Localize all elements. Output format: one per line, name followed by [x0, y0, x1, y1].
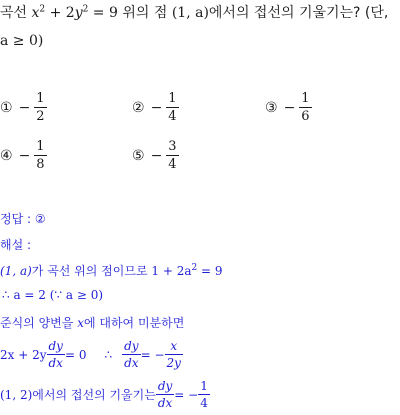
- question-condition: a ≥ 0): [0, 33, 44, 49]
- choice-fraction: $\frac{1}{2}$: [36, 91, 45, 124]
- solution-line-5: [0, 380, 210, 409]
- choice-fraction: $\frac{1}{6}$: [301, 91, 310, 124]
- line1-point: (1, a): [0, 264, 32, 278]
- choice-4[interactable]: [0, 140, 47, 171]
- line5-eq: = −: [174, 387, 199, 402]
- line5-dydx: $\frac{dy}{dx}$: [157, 379, 173, 410]
- eq-end: = 9: [88, 5, 118, 21]
- eq-mid: + 2: [45, 5, 75, 21]
- choice-mark: ②: [132, 99, 145, 116]
- choice-sign: −: [150, 99, 163, 116]
- choice-sign: −: [283, 99, 296, 116]
- choice-2[interactable]: [132, 92, 179, 123]
- line5-text: 에서의 접선의 기울기는: [32, 388, 156, 402]
- line1-eq-end: = 9: [197, 264, 223, 278]
- choice-fraction: $\frac{1}{8}$: [36, 139, 45, 172]
- choice-fraction: $\frac{1}{4}$: [168, 91, 177, 124]
- eq-x: x: [31, 5, 40, 21]
- choice-mark: ①: [0, 99, 13, 116]
- choice-5[interactable]: [132, 140, 179, 171]
- choice-mark: ③: [265, 99, 278, 116]
- therefore-symbol: ∴: [104, 347, 113, 362]
- solution-line-2: ∴ a = 2 (∵ a ≥ 0): [2, 288, 104, 302]
- choice-mark: ④: [0, 147, 13, 164]
- line5-point: (1, 2): [0, 387, 33, 402]
- question-text1: 위의 점: [117, 5, 172, 21]
- question-point: (1, a): [171, 5, 209, 21]
- question-text: 곡선 $x^2 + 2y^2 = 9$ 위의 점 (1, a)에서의 접선의 기울기는? (단,: [0, 4, 389, 21]
- solution-line-4: [0, 340, 183, 369]
- line4-rhs-dydx: $\frac{dy}{dx}$: [124, 339, 139, 370]
- choice-fraction: $\frac{3}{4}$: [168, 139, 177, 172]
- choice-sign: −: [150, 147, 163, 164]
- solution-line-3: [0, 314, 184, 331]
- solution-line-1: (1, a)가 곡선 위의 점이므로 $1 + 2a^2 = 9$: [0, 263, 223, 278]
- choice-sign: −: [18, 99, 31, 116]
- line1-eq: 1 + 2a: [151, 264, 192, 278]
- line4-left: 2x + 2y: [0, 347, 47, 362]
- line4-dydx: $\frac{dy}{dx}$: [48, 339, 63, 370]
- question-prefix: 곡선: [0, 5, 32, 21]
- choice-sign: −: [18, 147, 31, 164]
- line4-eq: = −: [140, 347, 165, 362]
- eq-y: y: [74, 5, 83, 21]
- choice-1[interactable]: [0, 92, 47, 123]
- line3-var: x: [77, 316, 84, 330]
- line3-b: 에 대하여 미분하면: [83, 316, 185, 330]
- line1-text: 가 곡선 위의 점이므로: [31, 264, 152, 278]
- line4-result: $\frac{x}{2y}$: [166, 339, 181, 370]
- choice-3[interactable]: [265, 92, 312, 123]
- question-text2: 에서의 접선의 기울기는? (단,: [208, 5, 389, 21]
- choice-mark: ⑤: [132, 147, 145, 164]
- line3-a: 준식의 양변을: [0, 316, 78, 330]
- solution-heading: 해설 :: [0, 238, 32, 252]
- line5-result: $\frac{1}{4}$: [200, 379, 208, 410]
- answer-line: 정답 : ②: [0, 212, 46, 226]
- line4-mid: = 0: [64, 347, 87, 362]
